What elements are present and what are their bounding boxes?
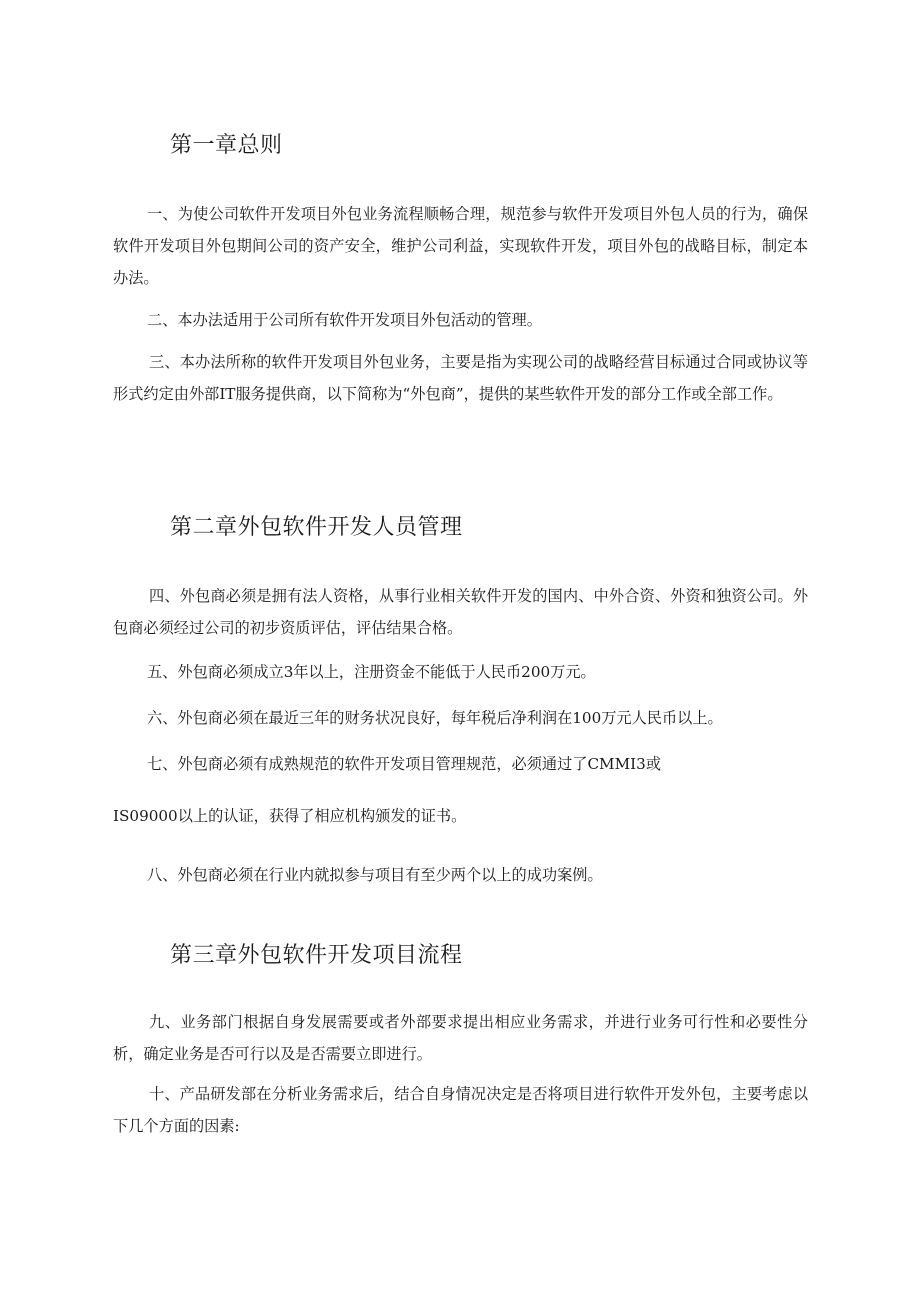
chapter-2-paragraph-2: 五、外包商必须成立3年以上，注册资金不能低于人民币200万元。 — [147, 663, 596, 681]
chapter-2-paragraph-1: 四、外包商必须是拥有法人资格，从事行业相关软件开发的国内、中外合资、外资和独资公司。外包商必须经过公司的初步资质评估，评估结果合格。 — [113, 587, 808, 637]
chapter-3-paragraph-1: 九、业务部门根据自身发展需要或者外部要求提出相应业务需求，并进行业务可行性和必要性分析，确定业务是否可行以及是否需要立即进行。 — [113, 1013, 808, 1063]
chapter-2-paragraph-4: 七、外包商必须有成熟规范的软件开发项目管理规范，必须通过了CMMI3或 — [147, 755, 662, 773]
chapter-2-paragraph-6: 八、外包商必须在行业内就拟参与项目有至少两个以上的成功案例。 — [147, 866, 603, 884]
chapter-2-title: 第二章外包软件开发人员管理 — [170, 515, 463, 540]
chapter-1-paragraph-3: 三、本办法所称的软件开发项目外包业务，主要是指为实现公司的战略经营目标通过合同或协议等形式约定由外部IT服务提供商，以下简称为“外包商”，提供的某些软件开发的部分工作或全部工作。 — [113, 353, 808, 403]
chapter-2-paragraph-3: 六、外包商必须在最近三年的财务状况良好，每年税后净利润在100万元人民币以上。 — [147, 709, 723, 727]
chapter-3-paragraph-2: 十、产品研发部在分析业务需求后，结合自身情况决定是否将项目进行软件开发外包，主要考虑以下几个方面的因素: — [113, 1085, 808, 1135]
chapter-1-paragraph-1: 一、为使公司软件开发项目外包业务流程顺畅合理，规范参与软件开发项目外包人员的行为，确保软件开发项目外包期间公司的资产安全，维护公司利益，实现软件开发，项目外包的战略目标，制定本办法。 — [113, 205, 808, 287]
chapter-1-paragraph-2: 二、本办法适用于公司所有软件开发项目外包活动的管理。 — [147, 311, 542, 329]
chapter-1-title: 第一章总则 — [170, 133, 283, 158]
chapter-3-title: 第三章外包软件开发项目流程 — [170, 943, 463, 968]
chapter-2-paragraph-5: IS09000以上的认证，获得了相应机构颁发的证书。 — [113, 807, 467, 825]
